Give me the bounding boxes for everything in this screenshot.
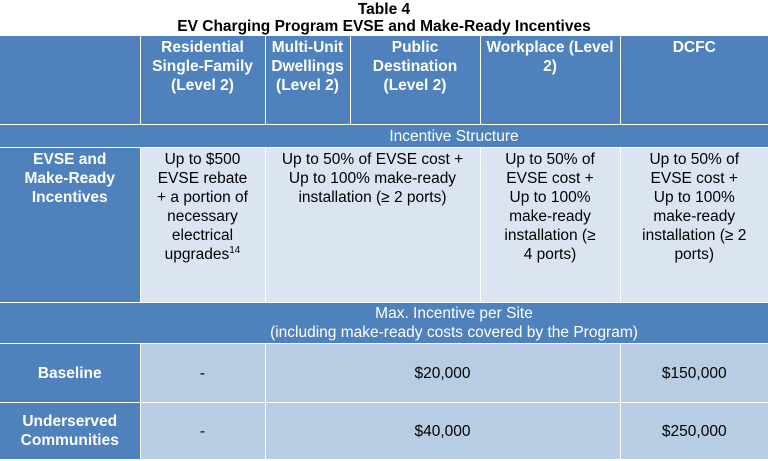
section-incentive-structure [0,125,768,148]
header-public: Public Destination (Level 2) [350,36,480,125]
cell-underserved-residential: - [140,403,265,460]
table-title [0,0,768,35]
section-max-incentive-label [140,303,768,344]
cell-evse-residential [140,148,265,303]
cell-underserved-dcfc: $250,000 [620,403,768,460]
cell-evse-workplace: Up to 50% of EVSE cost + Up to 100% make-ready installation (≥ 4 ports) [480,148,620,303]
table-caption: EV Charging Program EVSE and Make-Ready Incentives [177,18,591,35]
row-label-underserved: Underserved Communities [0,403,140,460]
header-multi-unit: Multi-Unit Dwellings (Level 2) [265,36,350,125]
section-max-incentive [0,303,768,344]
cell-evse-dcfc: Up to 50% of EVSE cost + Up to 100% make-ready installation (≥ 2 ports) [620,148,768,303]
cell-underserved-mid: $40,000 [265,403,620,460]
incentives-table [0,36,768,459]
table-row-underserved [0,403,768,460]
table-number: Table 4 [357,1,411,18]
table-row-evse [0,148,768,303]
cell-baseline-dcfc: $150,000 [620,344,768,403]
header-row [0,36,768,125]
header-residential: Residential Single-Family (Level 2) [140,36,265,125]
header-workplace: Workplace (Level 2) [480,36,620,125]
row-label-baseline: Baseline [0,344,140,403]
row-label-evse: EVSE and Make-Ready Incentives [0,148,140,303]
footnote-14: 14 [229,244,241,256]
section-incentive-structure-label: Incentive Structure [140,125,768,148]
header-empty [0,36,140,125]
section-max-incentive-line1: Max. Incentive per Site [375,305,533,322]
section-max-incentive-line2: (including make-ready costs covered by the Program) [270,324,638,341]
cell-baseline-residential: - [140,344,265,403]
table-row-baseline [0,344,768,403]
cell-evse-mud-public: Up to 50% of EVSE cost + Up to 100% make-ready installation (≥ 2 ports) [265,148,480,303]
cell-baseline-mid: $20,000 [265,344,620,403]
cell-evse-residential-text: Up to $500 EVSE rebate + a portion of necessary electrical upgrades [157,151,248,263]
header-dcfc: DCFC [620,36,768,125]
